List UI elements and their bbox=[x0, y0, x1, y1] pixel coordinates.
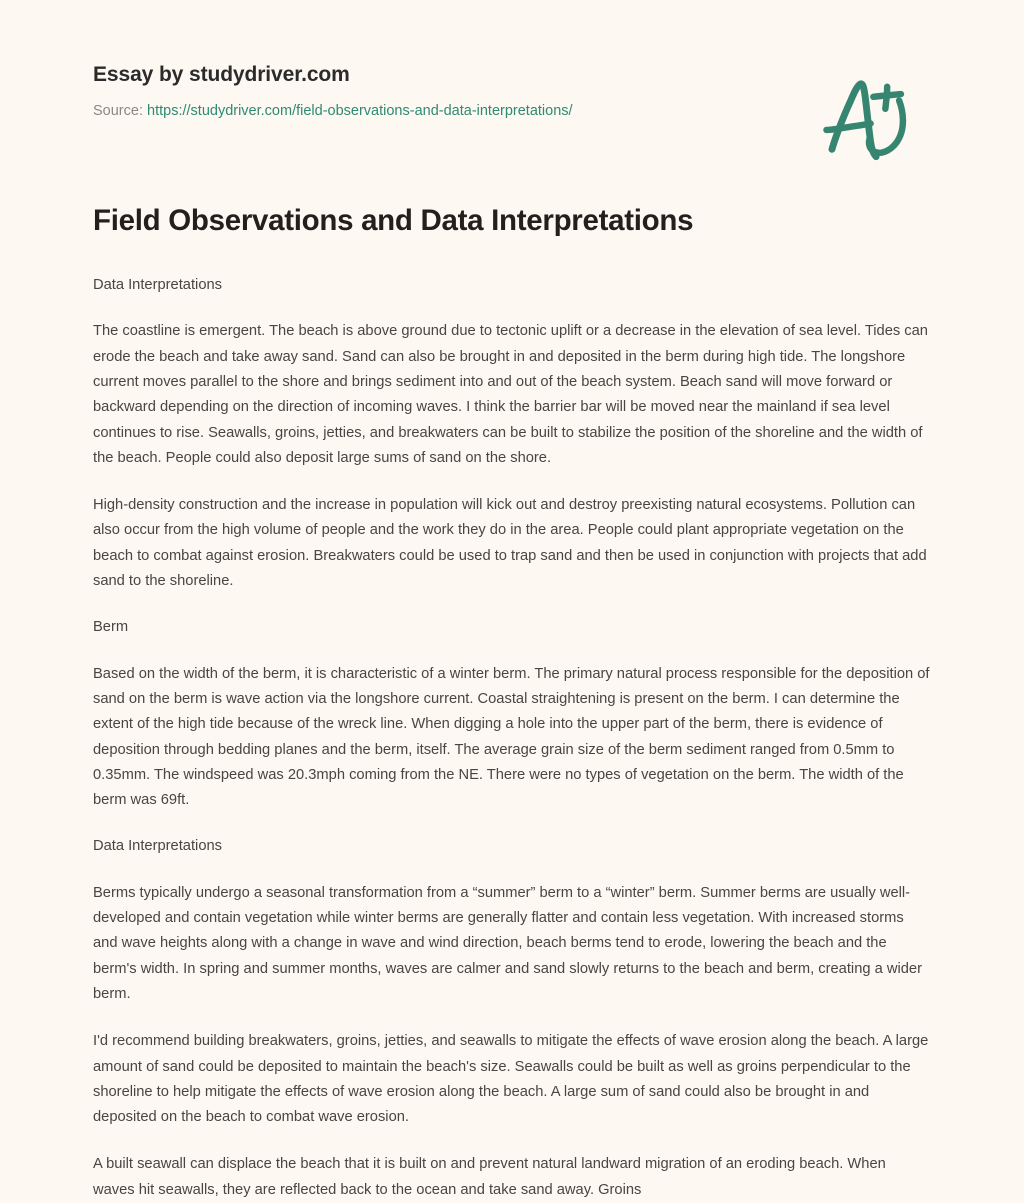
paragraph: I'd recommend building breakwaters, groins, jetties, and seawalls to mitigate the effects of wave erosion along the beach. A large amount of sand could be deposited to maintain the beach's size. Seawalls could be built as well as groins perpendicular to the shoreline to help mitigate the effects of wave erosion along the beach. A large sum of sand could also be brought in and deposited on the beach to combat wave erosion. bbox=[93, 1033, 929, 1126]
section-label: Berm bbox=[93, 619, 129, 636]
byline: Essay by studydriver.com bbox=[93, 63, 350, 86]
paragraph: A built seawall can displace the beach that it is built on and prevent natural landward migration of an eroding beach. When waves hit seawalls, they are reflected back to the ocean and take sand away. Groins bbox=[93, 1156, 886, 1198]
source-line bbox=[93, 102, 931, 121]
paragraph: The coastline is emergent. The beach is above ground due to tectonic uplift or a decrease in the elevation of sea level. Tides can erode the beach and take away sand. Sand can also be brought in and deposited in the berm during high tide. The longshore current moves parallel to the shore and brings sediment into and out of the beach system. Beach sand will move forward or backward depending on the direction of incoming waves. I think the barrier bar will be moved near the mainland if sea level continues to rise. Seawalls, groins, jetties, and breakwaters can be built to stabilize the position of the shoreline and the width of the beach. People could also deposit large sums of sand on the shore. bbox=[93, 323, 928, 466]
paragraph: Berms typically undergo a seasonal transformation from a “summer” berm to a “winter” berm. Summer berms are usually well-developed and contain vegetation while winter berms are generally flatter and contain less vegetation. With increased storms and wave heights along with a change in wave and wind direction, beach berms tend to erode, lowering the beach and the berm's width. In spring and summer months, waves are calmer and sand slowly returns to the beach and berm, creating a wider berm. bbox=[93, 884, 922, 1003]
paragraph: High-density construction and the increase in population will kick out and destroy preexisting natural ecosystems. Pollution can also occur from the high volume of people and the work they do in the area. People could plant appropriate vegetation on the beach to combat against erosion. Breakwaters could be used to trap sand and then be used in conjunction with projects that add sand to the shoreline. bbox=[93, 497, 927, 589]
article-body bbox=[93, 118, 931, 1203]
source-label: Source: bbox=[93, 103, 143, 120]
paragraph: Based on the width of the berm, it is characteristic of a winter berm. The primary natural process responsible for the deposition of sand on the berm is wave action via the longshore current. Coastal straightening is present on the berm. I can determine the extent of the high tide because of the wreck line. When digging a hole into the upper part of the berm, there is evidence of deposition through bedding planes and the berm, itself. The average grain size of the berm sediment ranged from 0.5mm to 0.35mm. The windspeed was 20.3mph coming from the NE. There were no types of vegetation on the berm. The width of the berm was 69ft. bbox=[93, 665, 930, 809]
page-header bbox=[93, 0, 931, 118]
source-url-link[interactable]: https://studydriver.com/field-observations-and-data-interpretations/ bbox=[147, 103, 573, 120]
section-label: Data Interpretations bbox=[93, 276, 222, 293]
page-title: Field Observations and Data Interpretations bbox=[93, 204, 694, 237]
section-label: Data Interpretations bbox=[93, 838, 222, 855]
studydriver-a-plus-logo-icon bbox=[820, 72, 912, 164]
